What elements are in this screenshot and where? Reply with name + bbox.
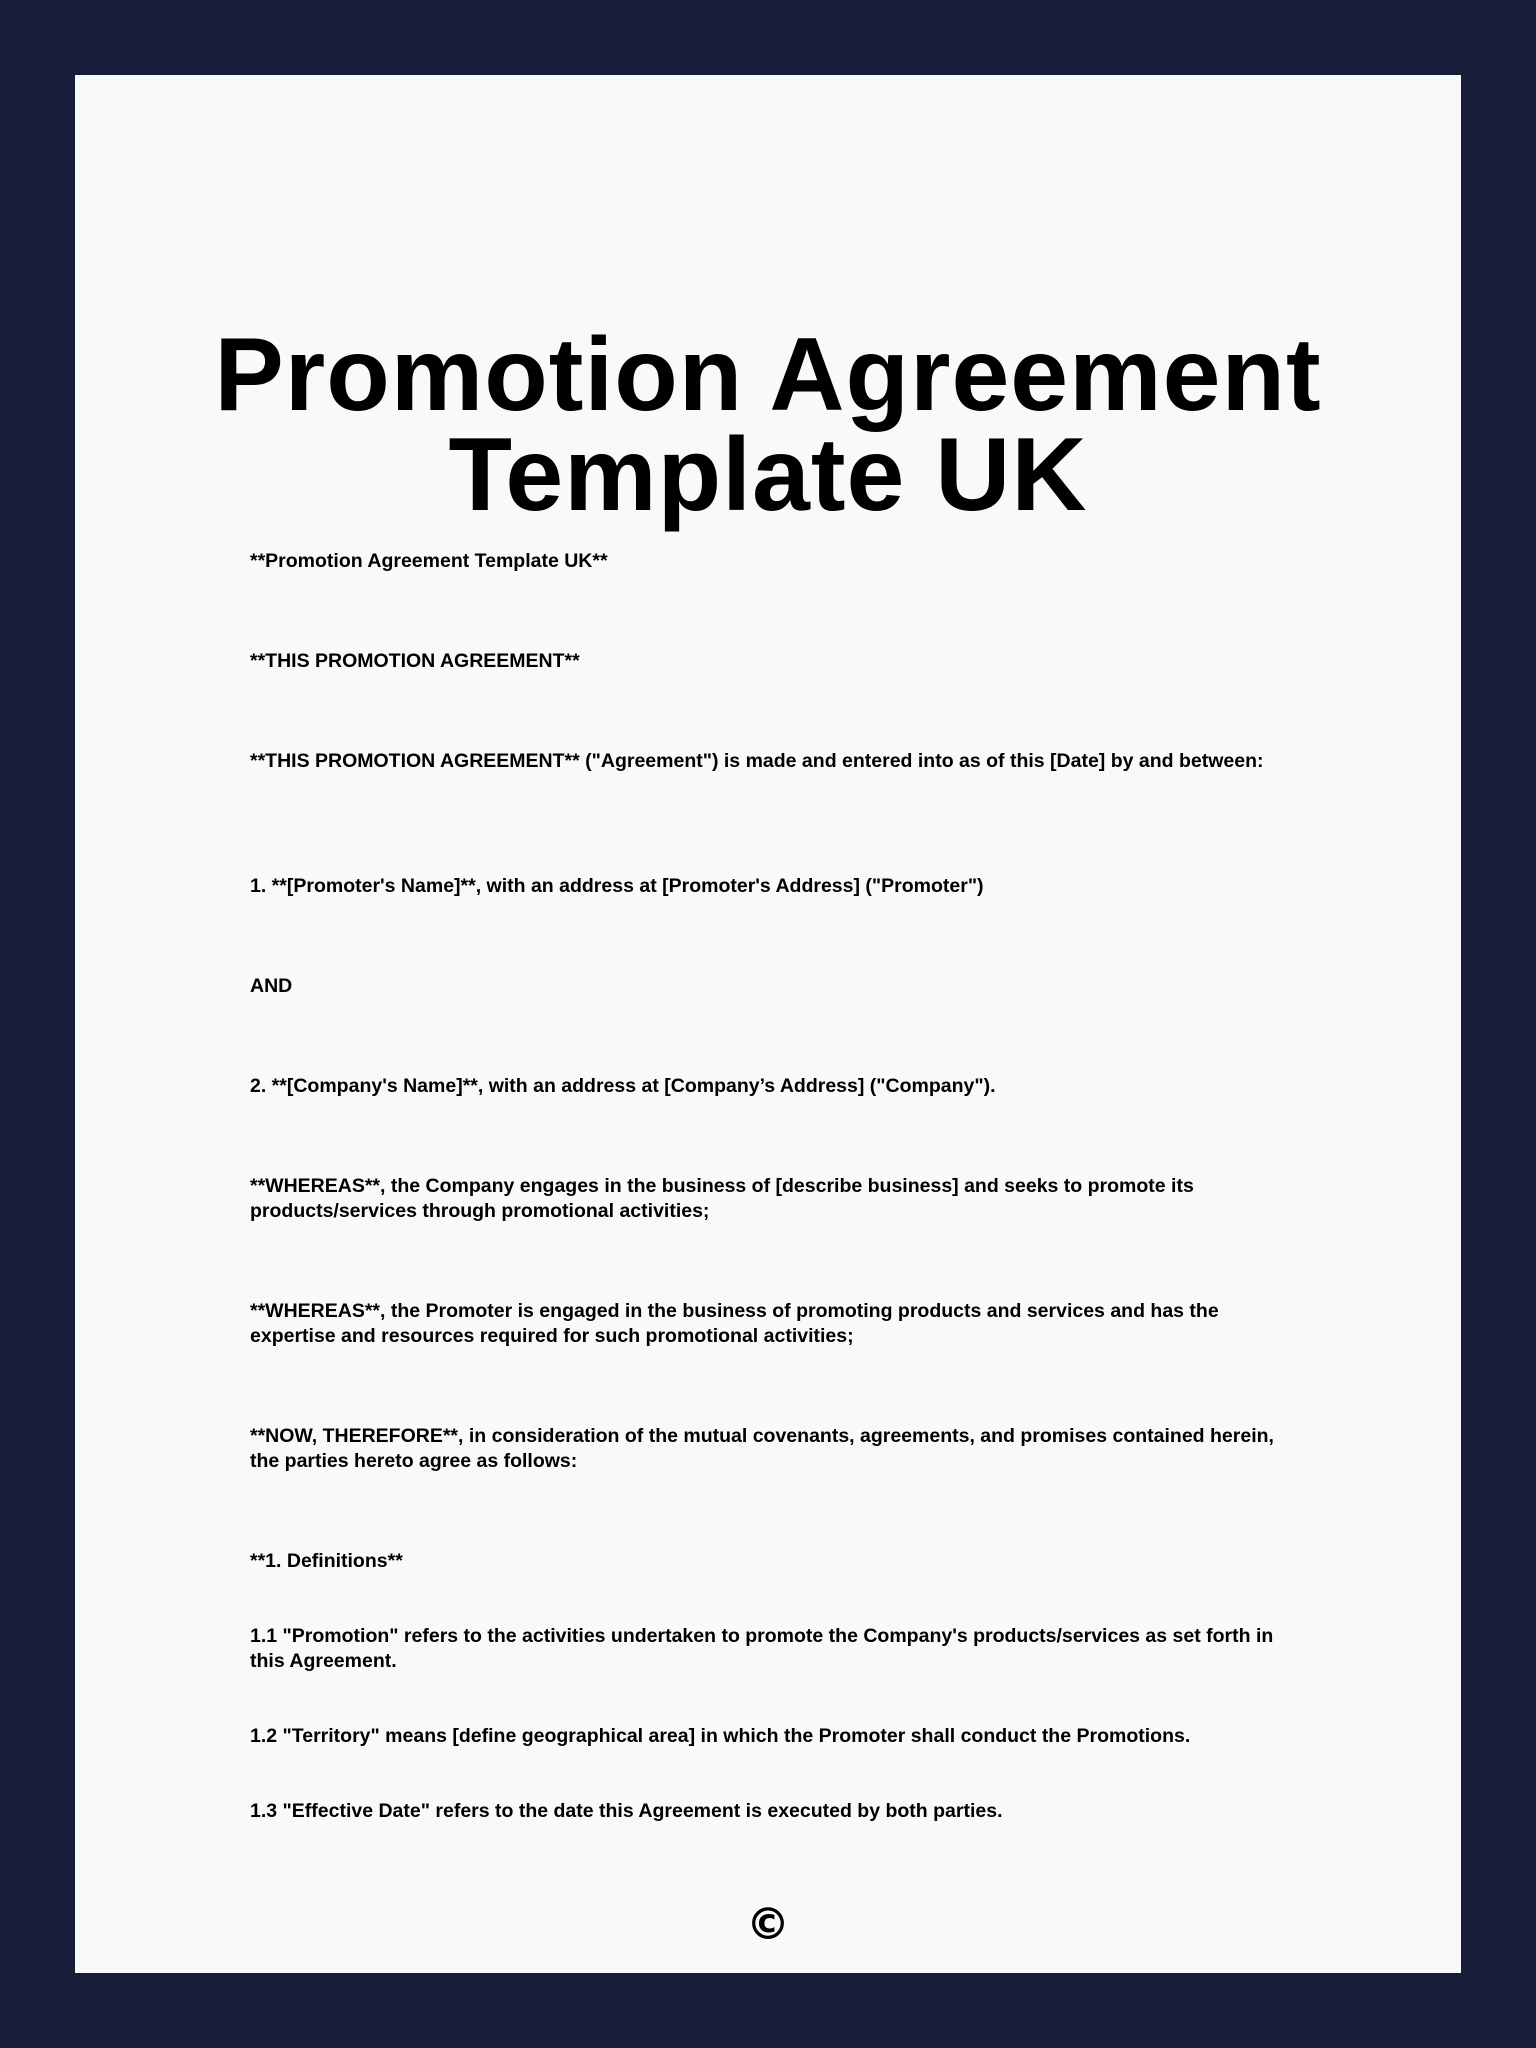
document-page	[75, 75, 1461, 1973]
paragraph-heading: **Promotion Agreement Template UK**	[250, 550, 608, 572]
section-heading-definitions: **1. Definitions**	[250, 1550, 403, 1572]
paragraph-party-company: 2. **[Company's Name]**, with an address at [Company’s Address] ("Company").	[250, 1075, 996, 1097]
definition-1-3: 1.3 "Effective Date" refers to the date this Agreement is executed by both parties.	[250, 1800, 1003, 1822]
paragraph-agreement-label: **THIS PROMOTION AGREEMENT**	[250, 650, 580, 672]
copyright-icon: ©	[746, 1899, 790, 1950]
paragraph-and: AND	[250, 975, 293, 997]
paragraph-party-promoter: 1. **[Promoter's Name]**, with an address at [Promoter's Address] ("Promoter")	[250, 875, 984, 897]
paragraph-now-therefore: **NOW, THEREFORE**, in consideration of the mutual covenants, agreements, and promises contained herein, the parties hereto agree as follows:	[250, 1425, 1274, 1472]
paragraph-whereas-company: **WHEREAS**, the Company engages in the business of [describe business] and seeks to promote its products/services through promotional activities;	[250, 1175, 1194, 1222]
paragraph-intro: **THIS PROMOTION AGREEMENT** ("Agreement") is made and entered into as of this [Date] by and between:	[250, 750, 1264, 772]
paragraph-whereas-promoter: **WHEREAS**, the Promoter is engaged in the business of promoting products and services and has the expertise and resources required for such promotional activities;	[250, 1300, 1219, 1347]
definition-1-1: 1.1 "Promotion" refers to the activities undertaken to promote the Company's products/services as set forth in this Agreement.	[250, 1625, 1274, 1672]
document-title: Promotion Agreement Template UK	[214, 317, 1322, 533]
definition-1-2: 1.2 "Territory" means [define geographical area] in which the Promoter shall conduct the Promotions.	[250, 1725, 1191, 1747]
